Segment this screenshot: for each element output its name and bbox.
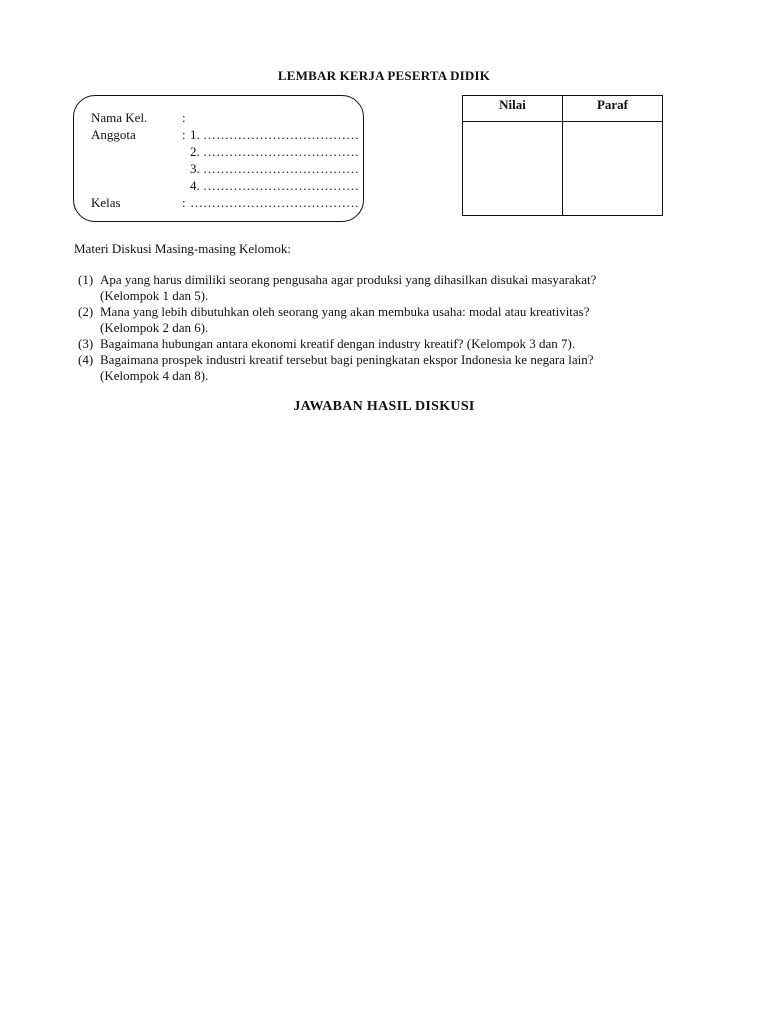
score-cell-nilai[interactable]: [463, 122, 563, 216]
question-text: Apa yang harus dimiliki seorang pengusaha agar produksi yang dihasilkan disukai masyarakat?: [100, 272, 597, 287]
score-cell-paraf[interactable]: [563, 122, 663, 216]
question-number: (1): [78, 272, 94, 287]
question-body: [100, 304, 695, 336]
score-header-nilai: Nilai: [463, 96, 563, 122]
identity-value: 3. ………………………………: [190, 161, 359, 176]
identity-value: …………………………………: [190, 195, 359, 210]
identity-separator: :: [182, 195, 186, 210]
identity-separator: :: [182, 110, 186, 125]
question-number: (2): [78, 304, 94, 319]
question-number: (4): [78, 352, 94, 367]
question-item: [78, 336, 695, 352]
identity-label: Nama Kel.: [91, 110, 148, 125]
identity-value: 1. ………………………………: [190, 127, 359, 142]
discussion-material-heading: Materi Diskusi Masing-masing Kelomok:: [74, 241, 292, 256]
question-number: (3): [78, 336, 94, 351]
question-text: Bagaimana hubungan antara ekonomi kreatif dengan industry kreatif? (Kelompok 3 dan 7).: [100, 336, 576, 351]
score-table-entry-row: [463, 122, 663, 216]
question-list: [78, 272, 695, 384]
question-item: [78, 304, 695, 336]
worksheet-title: LEMBAR KERJA PESERTA DIDIK: [277, 68, 491, 83]
question-body: [100, 352, 695, 384]
question-group-note: (Kelompok 2 dan 6).: [100, 320, 209, 335]
group-identity-box: [73, 95, 364, 222]
answer-section-heading: JAWABAN HASIL DISKUSI: [293, 399, 475, 414]
question-text: Bagaimana prospek industri kreatif tersebut bagi peningkatan ekspor Indonesia ke negara lain?: [100, 352, 594, 367]
score-table-header-row: [463, 96, 663, 122]
question-text: Mana yang lebih dibutuhkan oleh seorang yang akan membuka usaha: modal atau kreativitas?: [100, 304, 590, 319]
score-table: [462, 95, 663, 216]
question-group-note: (Kelompok 4 dan 8).: [100, 368, 209, 383]
identity-label: Anggota: [91, 127, 136, 142]
question-body: [100, 272, 695, 304]
identity-separator: :: [182, 127, 186, 142]
question-group-note: (Kelompok 1 dan 5).: [100, 288, 209, 303]
question-body: [100, 336, 695, 352]
identity-value: 2. ………………………………: [190, 144, 359, 159]
identity-label: Kelas: [91, 195, 121, 210]
question-item: [78, 272, 695, 304]
score-header-paraf: Paraf: [563, 96, 663, 122]
question-item: [78, 352, 695, 384]
identity-value: 4. ………………………………: [190, 178, 359, 193]
